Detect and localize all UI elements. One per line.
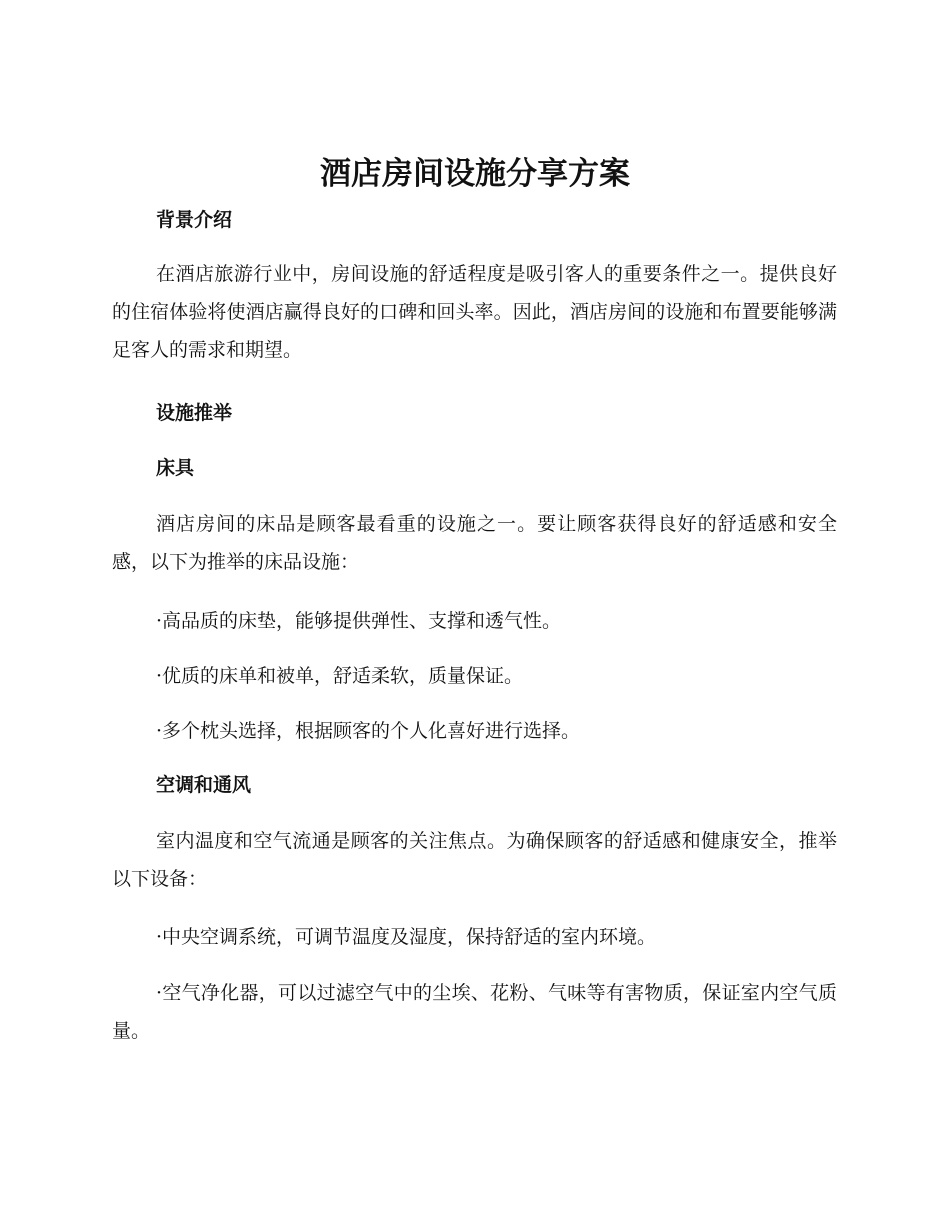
document-title: 酒店房间设施分享方案 [320, 156, 630, 192]
bullet-dot: · [156, 665, 163, 687]
bullet-dot: · [156, 720, 163, 742]
list-item-text: 优质的床单和被单，舒适柔软，质量保证。 [162, 665, 524, 687]
heading-background: 背景介绍 [156, 209, 233, 231]
paragraph-background: 在酒店旅游行业中，房间设施的舒适程度是吸引客人的重要条件之一。提供良好的住宿体验将使酒店赢得良好的口碑和回头率。因此，酒店房间的设施和布置要能够满足客人的需求和期望。 [112, 263, 837, 361]
bullet-dot: · [156, 610, 163, 632]
list-item-ac-1 [156, 918, 656, 956]
list-item-bed-2 [156, 657, 523, 695]
list-item-ac-2 [112, 974, 837, 1050]
paragraph-ac: 室内温度和空气流通是顾客的关注焦点。为确保顾客的舒适感和健康安全，推举以下设备： [112, 830, 837, 890]
paragraph-bed: 酒店房间的床品是顾客最看重的设施之一。要让顾客获得良好的舒适感和安全感，以下为推举的床品设施： [112, 513, 837, 573]
bullet-dot: · [156, 982, 163, 1004]
heading-bed: 床具 [156, 457, 195, 479]
heading-ac: 空调和通风 [156, 774, 252, 796]
list-item-bed-1 [156, 602, 561, 640]
bullet-dot: · [156, 926, 163, 948]
list-item-bed-3 [156, 712, 580, 750]
list-item-text: 空气净化器，可以过滤空气中的尘埃、花粉、气味等有害物质，保证室内空气质量。 [112, 982, 837, 1042]
list-item-text: 高品质的床垫，能够提供弹性、支撑和透气性。 [162, 610, 562, 632]
list-item-text: 多个枕头选择，根据顾客的个人化喜好进行选择。 [162, 720, 581, 742]
list-item-text: 中央空调系统，可调节温度及湿度，保持舒适的室内环境。 [162, 926, 657, 948]
heading-recommend: 设施推举 [156, 402, 233, 424]
